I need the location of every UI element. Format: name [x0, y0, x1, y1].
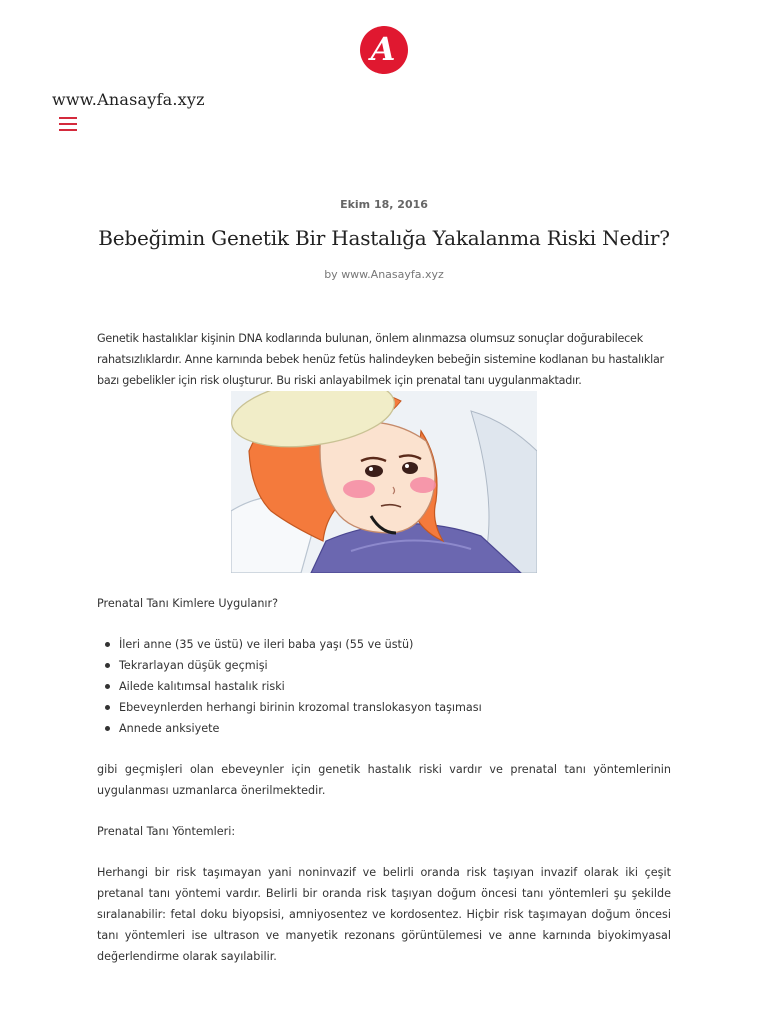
- byline-prefix: by: [324, 268, 338, 281]
- list-item: Annede anksiyete: [105, 718, 671, 739]
- list-item: İleri anne (35 ve üstü) ve ileri baba yaşı (55 ve üstü): [105, 634, 671, 655]
- risk-list: [97, 634, 671, 739]
- intro-paragraph: Genetik hastalıklar kişinin DNA kodlarında bulunan, önlem alınmazsa olumsuz sonuçlar doğurabilecek rahatsızlıklardır. Anne karnında bebek henüz fetüs halindeyken bebeğin sistemine kodlanan bu hastalıklar bazı gebelikler için risk oluşturur. Bu riski anlayabilmek için prenatal tanı uygulanmaktadır.: [97, 332, 664, 387]
- site-header: [0, 0, 768, 170]
- menu-bar: [59, 117, 77, 119]
- subheading-who: Prenatal Tanı Kimlere Uygulanır?: [97, 597, 279, 610]
- post-date[interactable]: Ekim 18, 2016: [340, 198, 428, 211]
- post-content: [97, 328, 671, 967]
- menu-bar: [59, 123, 77, 125]
- menu-bar: [59, 129, 77, 131]
- hamburger-menu-icon[interactable]: [59, 117, 77, 133]
- site-title[interactable]: www.Anasayfa.xyz: [52, 90, 205, 109]
- list-item: Ailede kalıtımsal hastalık riski: [105, 676, 671, 697]
- list-item: Ebeveynlerden herhangi birinin krozomal translokasyon taşıması: [105, 697, 671, 718]
- post-title: Bebeğimin Genetik Bir Hastalığa Yakalanma Riski Nedir?: [98, 226, 670, 250]
- post-byline: [0, 268, 768, 281]
- paragraph-risk-summary: gibi geçmişleri olan ebeveynler için genetik hastalık riski vardır ve prenatal tanı yöntemlerinin uygulanması uzmanlarca önerilmektedir.: [97, 763, 671, 797]
- paragraph-methods: Herhangi bir risk taşımayan yani noninvazif ve belirli oranda risk taşıyan invazif olarak iki çeşit pretanal tanı yöntemi vardır. Belirli bir oranda risk taşıyan doğum öncesi tanı yöntemleri şu şekilde sıralanabilir: fetal doku biyopsisi, amniyosentez ve kordosentez. Hiçbir risk taşımayan doğum öncesi tanı yöntemleri ise ultrason ve manyetik rezonans görüntülemesi ve anne karnında biyokimyasal değerlendirme olarak sayılabilir.: [97, 866, 671, 963]
- logo-letter: A: [370, 30, 396, 68]
- list-item: Tekrarlayan düşük geçmişi: [105, 655, 671, 676]
- post-image: [231, 391, 537, 573]
- subheading-methods: Prenatal Tanı Yöntemleri:: [97, 825, 236, 838]
- author-link[interactable]: www.Anasayfa.xyz: [341, 268, 444, 281]
- site-logo[interactable]: [360, 26, 408, 74]
